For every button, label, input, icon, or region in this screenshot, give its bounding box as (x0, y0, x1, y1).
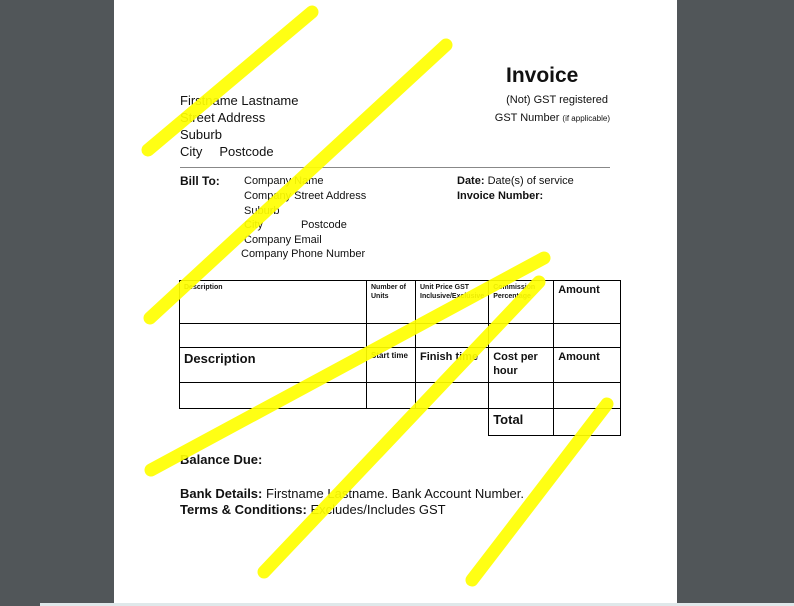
total-label: Total (489, 408, 554, 435)
table-cell (367, 382, 416, 408)
total-value-cell (554, 408, 621, 435)
table-cell (416, 324, 489, 348)
bill-city-line (244, 219, 347, 231)
bill-postcode: Postcode (300, 219, 347, 231)
table-cell (489, 382, 554, 408)
header2-start-time: Start time (367, 348, 416, 383)
gst-number-label: GST Number (494, 112, 560, 124)
gst-registered-status: (Not) GST registered (506, 94, 608, 106)
sender-name: Firstname Lastname (180, 93, 299, 108)
table-row (180, 324, 621, 348)
bill-suburb: Suburb (244, 205, 280, 217)
terms-line (180, 502, 446, 517)
terms-value: Excludes/Includes GST (310, 502, 446, 517)
date-label: Date: (457, 175, 485, 187)
terms-label: Terms & Conditions: (180, 502, 307, 517)
table-cell (367, 324, 416, 348)
table-cell (180, 324, 367, 348)
header2-description: Description (180, 348, 367, 383)
sender-street: Street Address (180, 110, 266, 125)
balance-due-label: Balance Due: (180, 452, 263, 467)
header2-cost-per-hour: Cost per hour (489, 348, 554, 383)
header-commission: Commission Percentage (489, 281, 554, 324)
gst-number-line (495, 112, 610, 124)
table-cell (416, 382, 489, 408)
table-cell (554, 324, 621, 348)
bank-details-label: Bank Details: (180, 486, 263, 501)
header-number-of-units: Number of Units (367, 281, 416, 324)
date-line (457, 175, 574, 187)
bill-company-phone: Company Phone Number (241, 248, 366, 260)
sender-city: City (180, 144, 203, 159)
header2-amount: Amount (554, 348, 621, 383)
table-cell (180, 382, 367, 408)
bill-company-name: Company Name (244, 175, 324, 187)
invoice-number-label: Invoice Number: (457, 190, 544, 202)
table-cell (489, 324, 554, 348)
date-value: Date(s) of service (487, 175, 574, 187)
table-header-row (180, 348, 621, 383)
sender-city-line (180, 144, 274, 159)
header-unit-price: Unit Price GST Inclusive/Exclusive (416, 281, 489, 324)
sender-suburb: Suburb (180, 127, 222, 142)
header-description: Description (180, 281, 367, 324)
sender-postcode: Postcode (219, 144, 274, 159)
table-header-row (180, 281, 621, 324)
total-row (180, 408, 621, 435)
invoice-table (179, 280, 621, 436)
header-divider (180, 167, 610, 168)
bill-to-label: Bill To: (180, 174, 220, 188)
bill-city: City (244, 219, 263, 231)
bank-details-value: Firstname Lastname. Bank Account Number. (266, 486, 524, 501)
gst-number-note: (if applicable) (562, 114, 610, 123)
table-row (180, 382, 621, 408)
bill-company-street: Company Street Address (244, 190, 367, 202)
table-cell (554, 382, 621, 408)
document-page (114, 0, 677, 603)
invoice-title: Invoice (506, 64, 579, 87)
bank-details-line (180, 486, 524, 501)
header2-finish-time: Finish time (416, 348, 489, 383)
bill-company-email: Company Email (244, 234, 322, 246)
header-amount: Amount (554, 281, 621, 324)
